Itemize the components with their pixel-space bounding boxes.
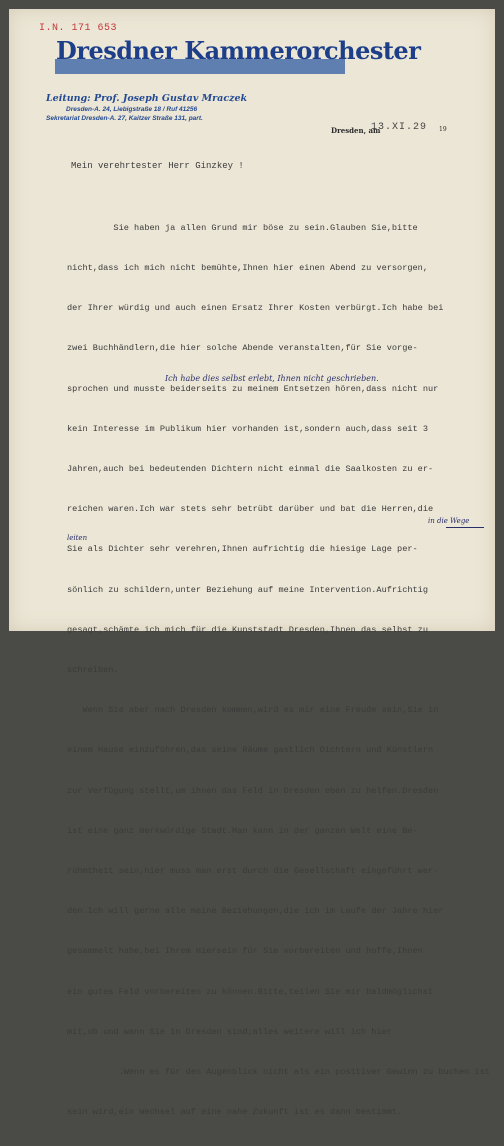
body-line: nicht,dass ich mich nicht bemühte,Ihnen hier einen Abend zu versorgen, — [67, 263, 428, 274]
body-line: ist eine ganz merkwürdige Stadt.Man kann in der ganzen Welt eine Be- — [67, 825, 418, 836]
body-line: Sie als Dichter sehr verehren,Ihnen aufrichtig die hiesige Lage per- — [67, 544, 418, 555]
letterhead-title: Dresdner Kammerorchester — [56, 36, 421, 65]
handwritten-insertion: leiten — [67, 534, 88, 542]
body-line: sprochen und musste beiderseits zu meinem Entsetzen hören,dass nicht nur — [67, 383, 439, 394]
date-value: 13.XI.29 — [371, 122, 428, 133]
body-line: zwei Buchhändlern,die hier solche Abende veranstalten,für Sie vorge- — [67, 343, 418, 354]
letter-page — [9, 9, 495, 1118]
date-year-suffix: 19 — [439, 126, 447, 133]
handwritten-insertion: in die Wege — [428, 517, 470, 525]
body-line: gesammelt habe,bei Ihrem Hiersein für Sie vorbereiten und hoffe,Ihnen — [67, 946, 423, 957]
body-line: einem Hause einzuführen,das seine Räume gastlich Dichtern und Künstlern — [67, 745, 434, 756]
body-line: Jahren,auch bei bedeutenden Dichtern nicht einmal die Saalkosten zu er- — [67, 464, 434, 475]
letterhead-conductor: Leitung: Prof. Joseph Gustav Mraczek — [46, 93, 248, 104]
letterhead-secretariat: Sekretariat Dresden-A. 27, Kaitzer Straße 131, part. — [46, 115, 203, 122]
body-line: kein Interesse im Publikum hier vorhanden ist,sondern auch,dass seit 3 — [67, 423, 428, 434]
body-line: zur Verfügung stellt,um ihnen das Feld in Dresden eben zu helfen.Dresden — [67, 785, 439, 796]
date-place-label: Dresden, am — [331, 126, 381, 135]
body-line: .Wenn es für den Augenblick nicht als ein positiver Gewinn zu buchen ist — [67, 1067, 490, 1078]
archive-number: I.N. 171 653 — [39, 23, 118, 34]
body-line: gesagt,schämte ich mich für die Kunststadt Dresden,Ihnen das selbst zu — [67, 624, 428, 635]
body-line: den.Ich will gerne alle meine Beziehungen,die ich im Laufe der Jahre hier — [67, 906, 444, 917]
body-line: sönlich zu schildern,unter Beziehung auf meine Intervention.Aufrichtig — [67, 584, 428, 595]
letterhead-address: Dresden-A. 24, Liebigstraße 18 / Ruf 41256 — [66, 106, 198, 113]
body-line: rühmtheit sein,hier muss man erst durch die Gesellschaft eingeführt wer- — [67, 866, 439, 877]
body-line: reichen waren.Ich war stets sehr betrübt darüber und bat die Herren,die — [67, 504, 434, 515]
strikethrough-mark — [446, 527, 484, 528]
handwritten-insertion: Ich habe dies selbst erlebt, Ihnen nicht geschrieben. — [165, 374, 379, 383]
body-line: sein wird,ein Wechsel auf eine nahe Zukunft ist es dann bestimmt. — [67, 1107, 403, 1118]
body-line: Sie haben ja allen Grund mir böse zu sein.Glauben Sie,bitte — [67, 222, 418, 233]
body-line: Wenn Sie aber nach Dresden kommen,wird es mir eine Freude sein,Sie in — [67, 705, 439, 716]
letter-body — [67, 195, 503, 1146]
body-line: ein gutes Feld vorbereiten zu können.Bitte,teilen Sie mir baldmöglichst — [67, 986, 434, 997]
salutation: Mein verehrtester Herr Ginzkey ! — [71, 161, 244, 171]
body-line: mit,ob und wann Sie in Dresden sind;alles weitere will ich hier — [67, 1026, 392, 1037]
body-line: der Ihrer würdig und auch einen Ersatz Ihrer Kosten verbürgt.Ich habe bei — [67, 303, 444, 314]
body-line: schreiben. — [67, 665, 119, 676]
